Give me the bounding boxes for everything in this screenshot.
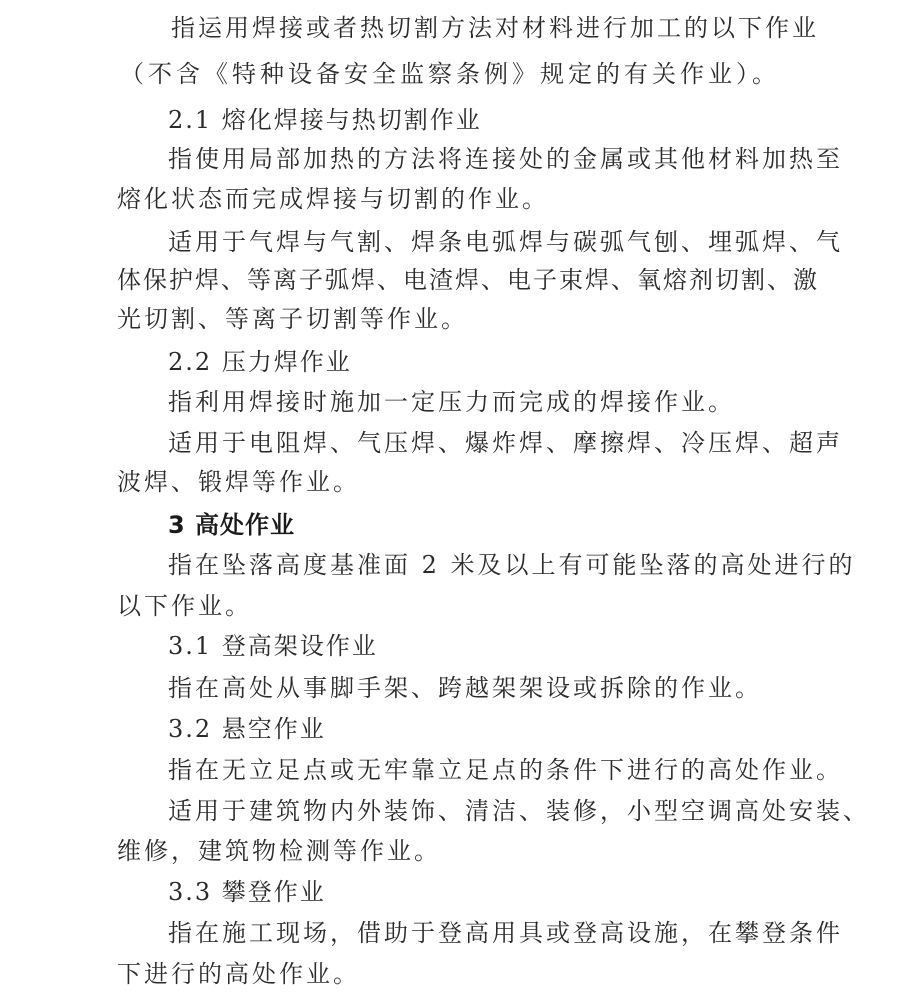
section-2-1-scope-line-3: 光切割、等离子切割等作业。 — [117, 305, 468, 333]
section-3-1-heading: 3.1 登高架设作业 — [168, 632, 378, 660]
section-3-heading: 3 高处作业 — [168, 511, 296, 539]
section-3-2-scope-line-2: 维修，建筑物检测等作业。 — [117, 837, 441, 865]
section-3-definition-line-2: 以下作业。 — [117, 592, 252, 620]
section-2-2-scope-line-1: 适用于电阻焊、气压焊、爆炸焊、摩擦焊、冷压焊、超声 — [168, 429, 843, 457]
section-3-3-heading: 3.3 攀登作业 — [168, 878, 326, 906]
section-3-definition-line-1: 指在坠落高度基准面 2 米及以上有可能坠落的高处进行的 — [168, 551, 856, 579]
intro-paragraph-line-1: 指运用焊接或者热切割方法对材料进行加工的以下作业 — [171, 14, 819, 42]
section-3-2-heading: 3.2 悬空作业 — [168, 715, 326, 743]
section-3-3-definition-line-1: 指在施工现场，借助于登高用具或登高设施，在攀登条件 — [168, 919, 843, 947]
section-2-1-scope-line-2: 体保护焊、等离子弧焊、电渣焊、电子束焊、氧熔剂切割、激 — [117, 266, 819, 294]
section-2-1-definition-line-2: 熔化状态而完成焊接与切割的作业。 — [117, 185, 549, 213]
section-2-2-scope-line-2: 波焊、锻焊等作业。 — [117, 468, 360, 496]
section-3-3-definition-line-2: 下进行的高处作业。 — [117, 960, 360, 988]
section-2-2-heading: 2.2 压力焊作业 — [168, 348, 352, 376]
section-2-2-definition-line-1: 指利用焊接时施加一定压力而完成的焊接作业。 — [168, 388, 735, 416]
section-3-2-scope-line-1: 适用于建筑物内外装饰、清洁、装修，小型空调高处安装、 — [168, 797, 870, 825]
intro-paragraph-line-2: （不含《特种设备安全监察条例》规定的有关作业）。 — [120, 60, 780, 88]
section-3-1-definition-line-1: 指在高处从事脚手架、跨越架架设或拆除的作业。 — [168, 674, 762, 702]
section-2-1-scope-line-1: 适用于气焊与气割、焊条电弧焊与碳弧气刨、埋弧焊、气 — [168, 228, 843, 256]
section-2-1-heading: 2.1 熔化焊接与热切割作业 — [168, 106, 482, 134]
section-3-2-definition-line-1: 指在无立足点或无牢靠立足点的条件下进行的高处作业。 — [168, 756, 843, 784]
section-2-1-definition-line-1: 指使用局部加热的方法将连接处的金属或其他材料加热至 — [168, 145, 843, 173]
